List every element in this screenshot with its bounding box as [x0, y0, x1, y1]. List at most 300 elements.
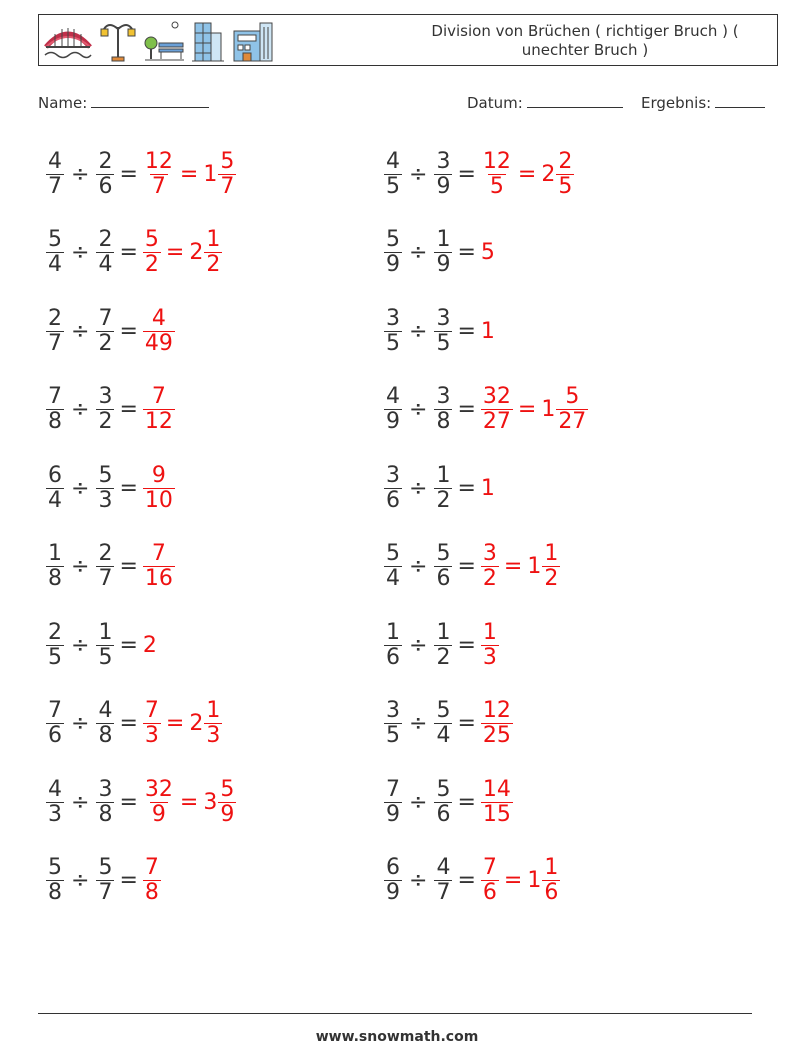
numerator: 7: [144, 855, 159, 880]
denominator: 16: [144, 566, 173, 591]
name-field[interactable]: [38, 94, 209, 112]
problem-item: [384, 223, 496, 283]
problem-item: [384, 851, 560, 911]
result-label: Ergebnis:: [641, 94, 712, 112]
problem-item: [384, 537, 560, 597]
numerator: 3: [386, 462, 400, 488]
result-blank[interactable]: [715, 106, 765, 108]
answer-fraction: [204, 699, 222, 748]
answer-fraction: [556, 150, 574, 199]
denominator: 5: [386, 723, 400, 748]
answer-fraction: [143, 150, 175, 199]
answer: [143, 778, 236, 827]
divide-sign: ÷: [409, 554, 428, 579]
divisor-fraction: [434, 542, 452, 591]
numerator: 6: [386, 855, 400, 880]
denominator: 2: [544, 566, 559, 591]
denominator: 3: [98, 487, 113, 513]
answer: [481, 385, 588, 434]
whole-number: 3: [203, 789, 218, 815]
divide-sign: ÷: [71, 868, 90, 893]
whole-number: 1: [480, 475, 495, 501]
date-blank[interactable]: [527, 106, 623, 108]
numerator: 7: [144, 698, 159, 723]
denominator: 5: [489, 173, 504, 199]
divide-sign: ÷: [71, 789, 90, 815]
problem-item: [384, 301, 496, 361]
dividend-fraction: [46, 307, 64, 356]
problem-item: [384, 694, 513, 754]
dividend-fraction: [46, 464, 64, 513]
divide-sign: ÷: [71, 475, 90, 501]
numerator: 5: [98, 462, 113, 488]
answer-fraction: [481, 621, 499, 670]
denominator: 9: [436, 252, 451, 277]
divisor-fraction: [434, 621, 452, 670]
numerator: 7: [48, 698, 62, 723]
dividend-fraction: [46, 150, 64, 199]
divisor-fraction: [96, 228, 114, 277]
denominator: 2: [144, 252, 159, 277]
numerator: 1: [386, 619, 400, 645]
equals-sign: =: [457, 161, 476, 187]
numerator: 4: [48, 148, 62, 174]
divide-sign: ÷: [71, 161, 90, 187]
problem-item: [46, 380, 175, 440]
problem-item: [46, 537, 175, 597]
denominator: 4: [48, 252, 62, 277]
numerator: 3: [98, 776, 113, 802]
equals-sign: =: [119, 868, 138, 893]
equals-sign: =: [119, 161, 138, 187]
answer-fraction: [143, 542, 175, 591]
bridge-icon: [43, 19, 93, 63]
numerator: 1: [482, 619, 497, 645]
answer: [143, 385, 175, 434]
numerator: 1: [48, 541, 62, 566]
worksheet-header: [38, 14, 778, 66]
answer: [143, 542, 175, 591]
divide-sign: ÷: [409, 397, 428, 422]
name-label: Name:: [38, 94, 88, 112]
denominator: 6: [482, 880, 497, 905]
divisor-fraction: [96, 542, 114, 591]
equals-sign: =: [179, 161, 199, 187]
denominator: 7: [48, 173, 62, 199]
numerator: 5: [565, 384, 580, 409]
numerator: 1: [436, 227, 451, 252]
answer-fraction: [481, 699, 513, 748]
dividend-fraction: [384, 228, 402, 277]
equals-sign: =: [119, 318, 138, 344]
divide-sign: ÷: [71, 711, 90, 736]
denominator: 7: [98, 880, 113, 905]
date-label: Datum:: [467, 94, 523, 112]
footer-divider: [38, 1013, 752, 1014]
divide-sign: ÷: [409, 240, 428, 265]
numerator: 4: [151, 305, 166, 331]
street-lamp-icon: [99, 19, 137, 63]
dividend-fraction: [384, 699, 402, 748]
numerator: 7: [151, 384, 166, 409]
numerator: 4: [48, 776, 62, 802]
denominator: 4: [386, 566, 400, 591]
problem-item: [46, 223, 222, 283]
answer-fraction: [481, 778, 513, 827]
numerator: 3: [98, 384, 113, 409]
denominator: 15: [482, 801, 511, 827]
numerator: 5: [436, 541, 451, 566]
numerator: 1: [98, 619, 113, 645]
divide-sign: ÷: [409, 868, 428, 893]
denominator: 3: [144, 723, 159, 748]
divisor-fraction: [96, 385, 114, 434]
whole-number: 2: [189, 711, 204, 736]
denominator: 9: [436, 173, 451, 199]
answer: [481, 150, 574, 199]
denominator: 6: [386, 644, 400, 670]
divide-sign: ÷: [71, 554, 90, 579]
divide-sign: ÷: [409, 711, 428, 736]
answer-fraction: [143, 307, 175, 356]
numerator: 3: [386, 698, 400, 723]
numerator: 3: [436, 305, 451, 331]
numerator: 2: [98, 148, 113, 174]
problem-item: [46, 144, 236, 204]
equals-sign: =: [457, 240, 476, 265]
divide-sign: ÷: [409, 789, 428, 815]
answer: [481, 240, 496, 265]
equals-sign: =: [179, 789, 199, 815]
problem-item: [384, 144, 574, 204]
whole-number: 2: [541, 161, 556, 187]
answer-fraction: [556, 385, 588, 434]
problem-item: [384, 772, 513, 832]
denominator: 8: [48, 880, 62, 905]
office-building-icon: [231, 19, 275, 63]
dividend-fraction: [384, 385, 402, 434]
divisor-fraction: [96, 778, 114, 827]
numerator: 1: [206, 227, 221, 252]
numerator: 7: [151, 541, 166, 566]
denominator: 9: [151, 801, 166, 827]
numerator: 1: [206, 698, 221, 723]
numerator: 2: [48, 619, 62, 645]
numerator: 5: [144, 227, 159, 252]
denominator: 10: [144, 487, 173, 513]
denominator: 8: [98, 723, 113, 748]
equals-sign: =: [503, 554, 523, 579]
denominator: 3: [482, 644, 497, 670]
answer: [481, 476, 496, 501]
numerator: 4: [386, 148, 400, 174]
header-icons: [43, 19, 275, 63]
numerator: 5: [386, 227, 400, 252]
denominator: 49: [144, 330, 173, 356]
dividend-fraction: [384, 464, 402, 513]
divisor-fraction: [96, 621, 114, 670]
whole-number: 1: [527, 868, 542, 893]
divisor-fraction: [434, 385, 452, 434]
denominator: 9: [386, 801, 400, 827]
dividend-fraction: [46, 778, 64, 827]
answer: [481, 699, 513, 748]
equals-sign: =: [457, 397, 476, 422]
denominator: 8: [98, 801, 113, 827]
numerator: 6: [48, 462, 62, 488]
equals-sign: =: [457, 475, 476, 501]
numerator: 3: [482, 541, 497, 566]
problem-item: [46, 615, 158, 675]
denominator: 4: [436, 723, 451, 748]
equals-sign: =: [517, 161, 537, 187]
equals-sign: =: [119, 240, 138, 265]
answer-fraction: [143, 778, 175, 827]
denominator: 12: [144, 409, 173, 434]
equals-sign: =: [165, 711, 185, 736]
answer-fraction: [542, 856, 560, 905]
dividend-fraction: [384, 542, 402, 591]
denominator: 2: [98, 330, 113, 356]
divisor-fraction: [434, 856, 452, 905]
whole-number: 2: [189, 240, 204, 265]
denominator: 8: [48, 566, 62, 591]
numerator: 7: [98, 305, 113, 331]
worksheet-title: Division von Brüchen ( richtiger Bruch ) ( unechter Bruch ): [431, 22, 739, 59]
numerator: 5: [436, 698, 451, 723]
numerator: 1: [436, 462, 451, 488]
denominator: 2: [482, 566, 497, 591]
equals-sign: =: [119, 554, 138, 579]
equals-sign: =: [503, 868, 523, 893]
divide-sign: ÷: [409, 161, 428, 187]
result-field[interactable]: [641, 94, 765, 112]
footer-url: www.snowmath.com: [315, 1029, 479, 1045]
denominator: 7: [48, 330, 62, 356]
problem-item: [46, 772, 236, 832]
dividend-fraction: [384, 778, 402, 827]
equals-sign: =: [457, 554, 476, 579]
answer-fraction: [143, 228, 161, 277]
dividend-fraction: [46, 699, 64, 748]
equals-sign: =: [165, 240, 185, 265]
divide-sign: ÷: [409, 475, 428, 501]
numerator: 7: [48, 384, 62, 409]
denominator: 3: [48, 801, 62, 827]
equals-sign: =: [517, 397, 537, 422]
skyscraper-icon: [191, 19, 225, 63]
denominator: 8: [48, 409, 62, 434]
denominator: 7: [220, 173, 235, 199]
answer-fraction: [481, 385, 513, 434]
problem-item: [46, 458, 175, 518]
divide-sign: ÷: [71, 318, 90, 344]
divisor-fraction: [434, 464, 452, 513]
answer-fraction: [481, 150, 513, 199]
denominator: 4: [48, 487, 62, 513]
numerator: 3: [386, 305, 400, 331]
numerator: 1: [544, 541, 559, 566]
problem-item: [384, 615, 499, 675]
denominator: 5: [386, 173, 400, 199]
answer-fraction: [204, 228, 222, 277]
denominator: 2: [436, 644, 451, 670]
numerator: 12: [482, 698, 511, 723]
problem-item: [46, 301, 175, 361]
denominator: 3: [206, 723, 221, 748]
numerator: 5: [48, 855, 62, 880]
problem-item: [46, 851, 161, 911]
problem-item: [384, 458, 496, 518]
numerator: 4: [98, 698, 113, 723]
dividend-fraction: [384, 621, 402, 670]
denominator: 2: [436, 487, 451, 513]
answer: [143, 464, 175, 513]
numerator: 5: [220, 776, 235, 802]
whole-number: 1: [541, 397, 556, 422]
whole-number: 1: [203, 161, 218, 187]
numerator: 12: [482, 148, 511, 174]
denominator: 5: [98, 644, 113, 670]
denominator: 8: [144, 880, 159, 905]
numerator: 12: [144, 148, 173, 174]
name-blank[interactable]: [91, 106, 209, 108]
denominator: 7: [98, 566, 113, 591]
equals-sign: =: [457, 711, 476, 736]
denominator: 4: [98, 252, 113, 277]
denominator: 5: [436, 330, 451, 356]
divisor-fraction: [96, 699, 114, 748]
answer: [143, 699, 222, 748]
equals-sign: =: [119, 632, 138, 658]
answer-fraction: [143, 385, 175, 434]
numerator: 5: [220, 148, 235, 174]
answer: [481, 319, 496, 344]
numerator: 1: [544, 855, 559, 880]
dividend-fraction: [46, 385, 64, 434]
answer-fraction: [542, 542, 560, 591]
numerator: 2: [558, 148, 573, 174]
divide-sign: ÷: [71, 240, 90, 265]
denominator: 6: [544, 880, 559, 905]
numerator: 2: [48, 305, 62, 331]
divisor-fraction: [434, 307, 452, 356]
numerator: 14: [482, 776, 511, 802]
divisor-fraction: [96, 307, 114, 356]
denominator: 27: [482, 409, 511, 434]
answer: [481, 621, 499, 670]
equals-sign: =: [119, 789, 138, 815]
answer: [143, 150, 236, 199]
dividend-fraction: [46, 621, 64, 670]
divide-sign: ÷: [71, 397, 90, 422]
numerator: 3: [436, 148, 451, 174]
answer: [143, 307, 175, 356]
equals-sign: =: [119, 397, 138, 422]
numerator: 5: [436, 776, 451, 802]
whole-number: 1: [480, 318, 495, 344]
denominator: 5: [386, 330, 400, 356]
numerator: 1: [436, 619, 451, 645]
whole-number: 5: [480, 240, 495, 265]
answer-fraction: [143, 464, 175, 513]
denominator: 7: [436, 880, 451, 905]
dividend-fraction: [384, 150, 402, 199]
equals-sign: =: [119, 475, 138, 501]
dividend-fraction: [384, 307, 402, 356]
dividend-fraction: [46, 856, 64, 905]
answer: [481, 856, 560, 905]
equals-sign: =: [457, 632, 476, 658]
divisor-fraction: [434, 699, 452, 748]
whole-number: 2: [142, 632, 157, 658]
whole-number: 1: [527, 554, 542, 579]
divide-sign: ÷: [409, 632, 428, 658]
divide-sign: ÷: [71, 632, 90, 658]
equals-sign: =: [457, 789, 476, 815]
numerator: 5: [386, 541, 400, 566]
numerator: 2: [98, 227, 113, 252]
answer: [481, 778, 513, 827]
answer-fraction: [481, 856, 499, 905]
answer-fraction: [143, 699, 161, 748]
denominator: 9: [386, 880, 400, 905]
numerator: 4: [386, 384, 400, 409]
denominator: 5: [558, 173, 573, 199]
numerator: 32: [482, 384, 511, 409]
denominator: 8: [436, 409, 451, 434]
denominator: 6: [98, 173, 113, 199]
denominator: 27: [558, 409, 587, 434]
divisor-fraction: [434, 228, 452, 277]
park-bench-icon: [143, 19, 185, 63]
answer-fraction: [218, 150, 236, 199]
equals-sign: =: [457, 868, 476, 893]
denominator: 25: [482, 723, 511, 748]
numerator: 7: [386, 776, 400, 802]
answer-fraction: [218, 778, 236, 827]
numerator: 32: [144, 776, 173, 802]
divisor-fraction: [434, 778, 452, 827]
denominator: 6: [386, 487, 400, 513]
numerator: 5: [48, 227, 62, 252]
numerator: 5: [98, 855, 113, 880]
divisor-fraction: [96, 464, 114, 513]
denominator: 9: [386, 252, 400, 277]
denominator: 9: [220, 801, 235, 827]
numerator: 9: [151, 462, 166, 488]
numerator: 3: [436, 384, 451, 409]
denominator: 6: [48, 723, 62, 748]
answer: [143, 633, 158, 658]
divisor-fraction: [96, 150, 114, 199]
denominator: 2: [206, 252, 221, 277]
denominator: 6: [436, 801, 451, 827]
divisor-fraction: [434, 150, 452, 199]
numerator: 4: [436, 855, 451, 880]
divide-sign: ÷: [409, 318, 428, 344]
date-field[interactable]: [467, 94, 623, 112]
answer: [143, 228, 222, 277]
equals-sign: =: [457, 318, 476, 344]
numerator: 7: [482, 855, 497, 880]
answer-fraction: [143, 856, 161, 905]
denominator: 7: [151, 173, 166, 199]
problem-item: [46, 694, 222, 754]
denominator: 2: [98, 409, 113, 434]
dividend-fraction: [384, 856, 402, 905]
problem-item: [384, 380, 588, 440]
